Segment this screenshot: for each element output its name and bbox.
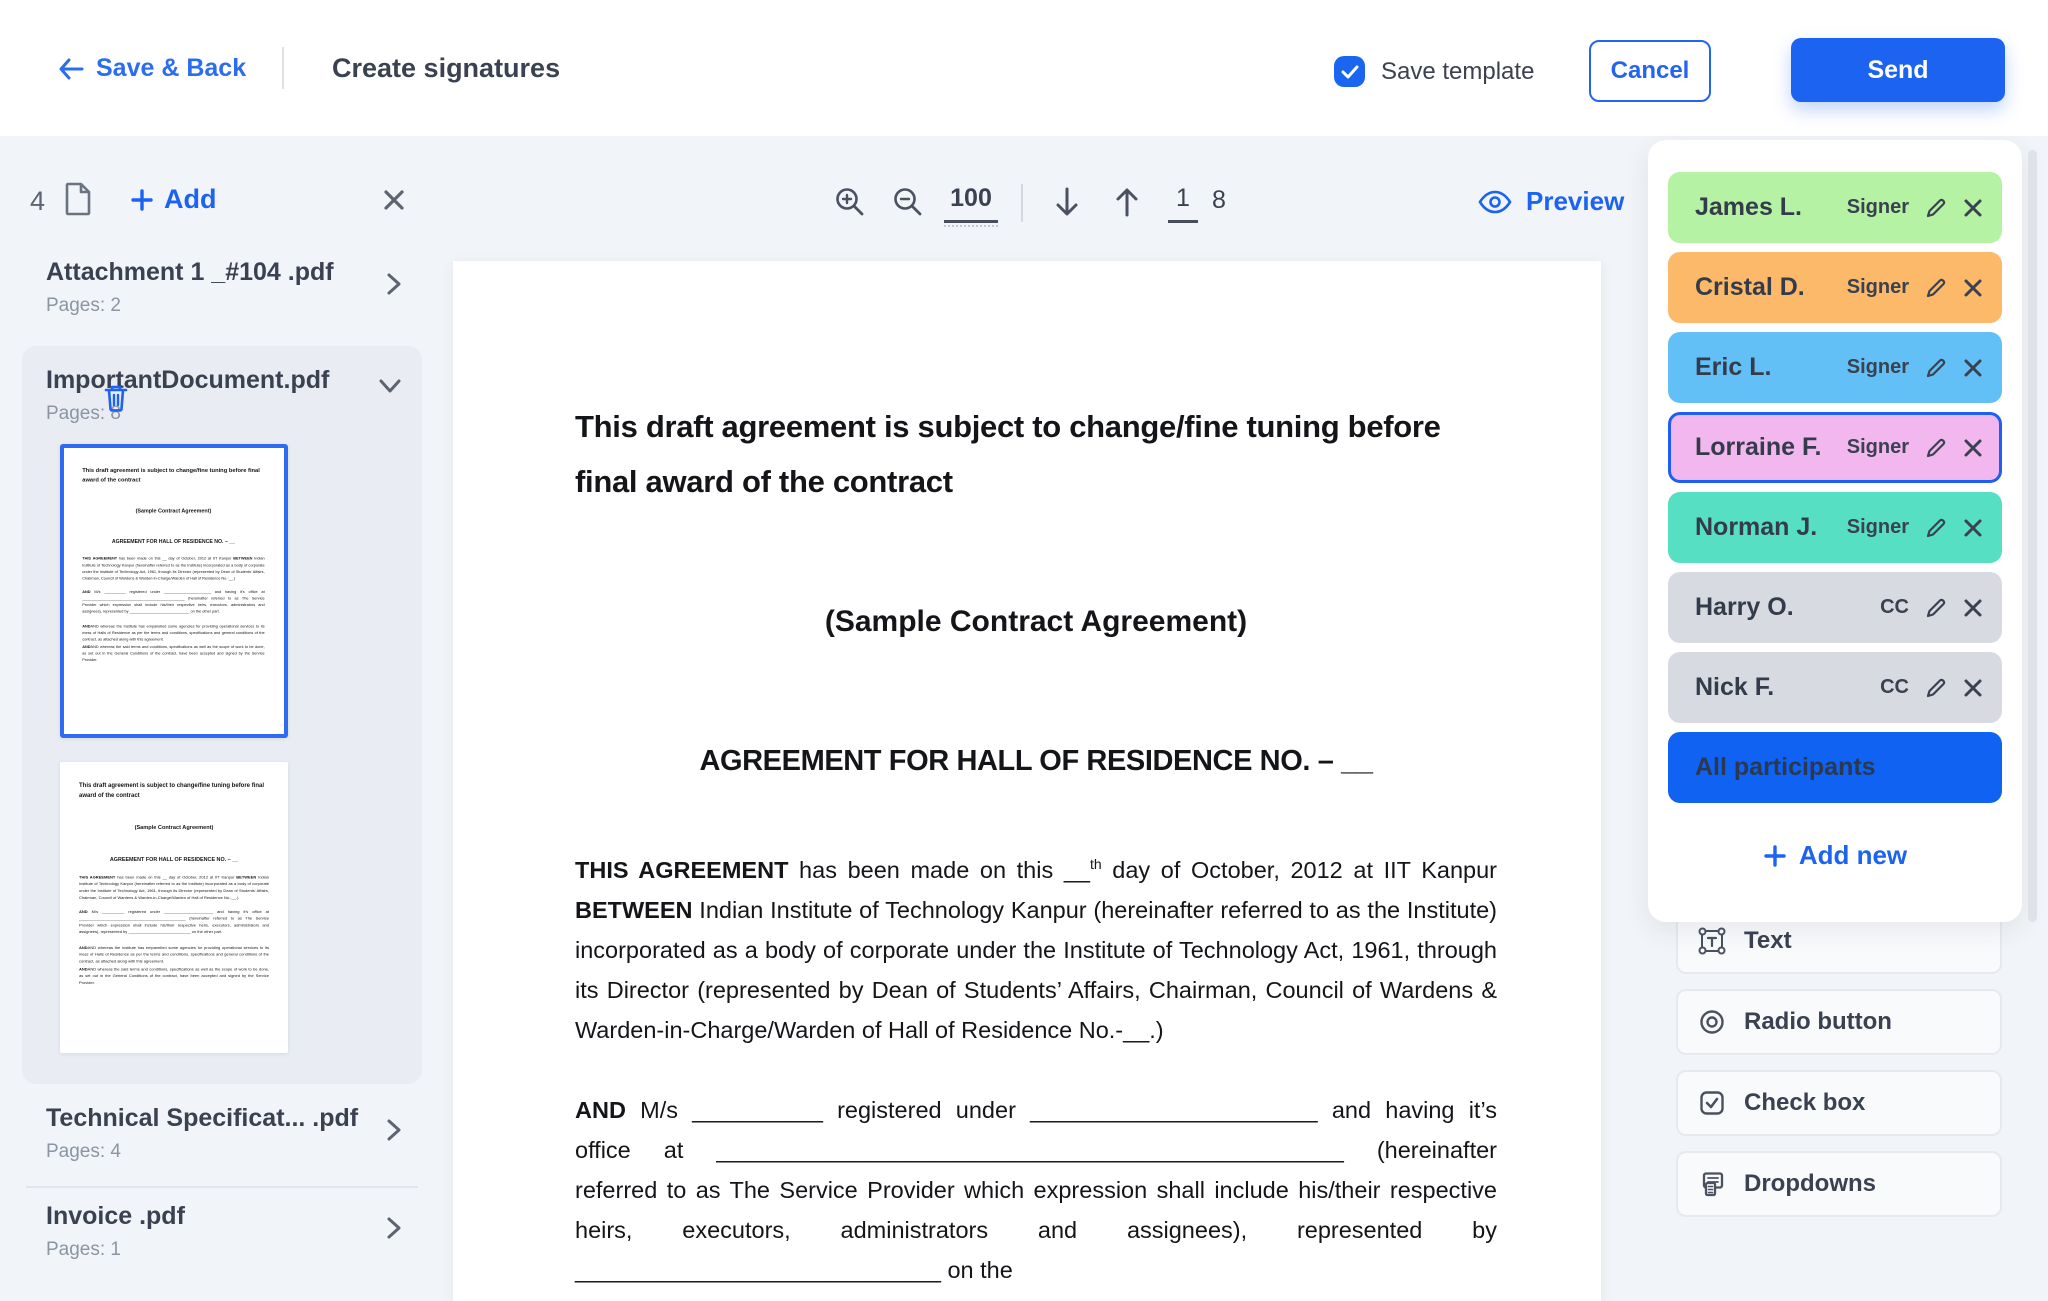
zoom-in-icon[interactable] <box>834 186 866 218</box>
edit-pencil-icon[interactable] <box>1924 436 1948 460</box>
all-participants-button[interactable]: All participants <box>1668 732 2002 803</box>
file-name: Invoice .pdf <box>46 1202 185 1230</box>
participant-chip-harry[interactable]: Harry O. CC <box>1668 572 2002 643</box>
remove-participant-icon[interactable] <box>1963 438 1983 458</box>
remove-participant-icon[interactable] <box>1963 518 1983 538</box>
participant-chip-nick[interactable]: Nick F. CC <box>1668 652 2002 723</box>
toolbar-divider <box>1021 184 1023 222</box>
document-page[interactable] <box>453 261 1601 1301</box>
header-divider <box>282 47 284 89</box>
page-down-icon[interactable] <box>1052 186 1082 218</box>
remove-participant-icon[interactable] <box>1963 278 1983 298</box>
field-button-checkbox[interactable]: Check box <box>1676 1070 2002 1136</box>
participant-chip-norman[interactable]: Norman J. Signer <box>1668 492 2002 563</box>
chevron-right-icon[interactable] <box>386 1118 402 1142</box>
chevron-down-icon[interactable] <box>378 378 402 394</box>
document-subtitle: (Sample Contract Agreement) <box>824 605 1248 638</box>
file-item-importantdocument[interactable] <box>22 346 422 1084</box>
radio-button-icon <box>1698 1008 1726 1036</box>
document-heading: AGREEMENT FOR HALL OF RESIDENCE NO. – __ <box>699 745 1373 777</box>
app-header <box>0 0 2048 136</box>
zoom-out-icon[interactable] <box>892 186 924 218</box>
edit-pencil-icon[interactable] <box>1924 276 1948 300</box>
field-button-dropdowns[interactable]: Dropdowns <box>1676 1151 2002 1217</box>
document-content <box>575 399 1497 1290</box>
thumbnail-content: This draft agreement is subject to change/fine tuning before final award of the contract (Sample Contract Agreement) AGREEMENT FOR HALL OF RESIDENCE NO. – __ THIS AGREEMENT has been made on this __ day of October, 2012 at IIT Kanpur BETWEEN Indian Institute of Technology Kanpur (hereinafter referred to as the Institute) incorporated as a body of corporate under the Institute of Technology Act, 1961, through its Director (represented by Dean of Students’ Affairs, Chairman, Council of Wardens & Warden-in-Charge/Warden of Hall of Residence No.-__.) AND M/s __________ registered under ______________________ and having it’s office at ________________________________________________ (hereinafter referred to as The Service Provider which expression shall include his/their respective heirs, executors, administrators and assignees), represented by ____________________________ on the other part. ANDAND whereas the Institute has empanelled some agencies for providing operational services to its mess of Halls of Residence as per the terms and conditions, specifications and general conditions of the contract, as attached along with this agreement. ANDAND whereas the said terms and conditions, specifications as well as the scope of work to be done, as set out in the General Conditions of the contract, have been accepted and signed by the Service Provider. <box>79 781 269 985</box>
text-field-icon <box>1698 927 1726 955</box>
thumbnail-content: This draft agreement is subject to change/fine tuning before final award of the contract (Sample Contract Agreement) AGREEMENT FOR HALL OF RESIDENCE NO. – __ THIS AGREEMENT has been made on this __ day of October, 2012 at IIT Kanpur BETWEEN Indian Institute of Technology Kanpur (hereinafter referred to as the Institute) incorporated as a body of corporate under the Institute of Technology Act, 1961, through its Director (represented by Dean of Students’ Affairs, Chairman, Council of Wardens & Warden-in-Charge/Warden of Hall of Residence No.-__.) AND M/s __________ registered under ______________________ and having it’s office at ________________________________________________ (hereinafter referred to as The Service Provider which expression shall include his/their respective heirs, executors, administrators and assignees), represented by ____________________________ on the other part. ANDAND whereas the Institute has empanelled some agencies for providing operational services to its mess of Halls of Residence as per the terms and conditions, specifications and general conditions of the contract, as attached along with this agreement. ANDAND whereas the said terms and conditions, specifications as well as the scope of work to be done, as set out in the General Conditions of the contract, have been accepted and signed by the Service Provider. <box>82 466 265 663</box>
zoom-level-input[interactable]: 100 <box>944 184 998 223</box>
page-thumbnail-1[interactable] <box>60 444 288 738</box>
dropdown-field-icon <box>1698 1170 1726 1198</box>
send-button[interactable]: Send <box>1791 38 2005 102</box>
edit-pencil-icon[interactable] <box>1924 676 1948 700</box>
participant-chip-lorraine-selected[interactable]: Lorraine F. Signer <box>1668 412 2002 483</box>
participants-panel <box>1648 140 2022 922</box>
remove-participant-icon[interactable] <box>1963 358 1983 378</box>
file-name: Technical Specificat... .pdf <box>46 1104 359 1132</box>
participant-chip-cristal[interactable]: Cristal D. Signer <box>1668 252 2002 323</box>
document-paragraph-1: THIS AGREEMENT has been made on this __$^{th}$ day of October, 2012 at IIT Kanpur BETWEEN Indian Institute of Technology Kanpur (hereinafter referred to as the Institute) incorporated as a body of corporate under the Institute of Technology Act, 1961, through its Director (represented by Dean of Students’ Affairs, Chairman, Council of Wardens & Warden-in-Charge/Warden of Hall of Residence No.-__.) <box>575 856 1497 1043</box>
chevron-right-icon[interactable] <box>386 272 402 296</box>
edit-pencil-icon[interactable] <box>1924 196 1948 220</box>
plus-icon <box>1763 844 1787 868</box>
file-pages: Pages: 8 <box>46 403 121 424</box>
document-count: 4 <box>30 186 46 216</box>
current-page-input[interactable]: 1 <box>1168 184 1198 223</box>
file-list-divider <box>26 1186 418 1188</box>
file-name: ImportantDocument.pdf <box>46 366 330 394</box>
remove-participant-icon[interactable] <box>1963 198 1983 218</box>
participant-chip-eric[interactable]: Eric L. Signer <box>1668 332 2002 403</box>
add-new-participant-button[interactable] <box>1648 840 2022 871</box>
check-icon <box>1341 65 1359 79</box>
preview-label: Preview <box>1526 186 1625 216</box>
add-new-label: Add new <box>1798 840 1908 870</box>
file-item-invoice[interactable] <box>46 1202 376 1261</box>
add-file-label: Add <box>164 184 217 214</box>
file-pages: Pages: 1 <box>46 1239 121 1260</box>
file-item-technical[interactable] <box>46 1104 376 1163</box>
total-pages: 8 <box>1212 186 1226 214</box>
edit-pencil-icon[interactable] <box>1924 596 1948 620</box>
page-up-icon[interactable] <box>1112 186 1142 218</box>
plus-icon <box>130 188 154 212</box>
document-paragraph-2: AND M/s __________ registered under ______________________ and having it’s office at ________________________________________________ (hereinafter referred to as The Service Provider which expression shall include his/their respective heirs, executors, administrators and assignees), represented by ____________________________ on the <box>575 1096 1497 1283</box>
file-name: Attachment 1 _#104 .pdf <box>46 258 334 286</box>
add-file-button[interactable] <box>130 184 216 215</box>
sidebar-close-icon[interactable] <box>382 188 406 212</box>
panel-scrollbar[interactable] <box>2028 150 2037 922</box>
chevron-right-icon[interactable] <box>386 1216 402 1240</box>
page-thumbnail-2[interactable] <box>60 762 288 1053</box>
save-and-back-label: Save & Back <box>96 54 247 82</box>
save-template-label: Save template <box>1381 57 1535 85</box>
remove-participant-icon[interactable] <box>1963 598 1983 618</box>
preview-button[interactable] <box>1478 186 1624 217</box>
sidebar-toolbar <box>30 182 430 222</box>
edit-pencil-icon[interactable] <box>1924 356 1948 380</box>
cancel-button[interactable]: Cancel <box>1589 40 1711 102</box>
document-title: This draft agreement is subject to change/fine tuning before final award of the contract <box>575 409 1441 499</box>
page-title: Create signatures <box>332 53 561 83</box>
save-template-checkbox[interactable] <box>1334 56 1365 87</box>
field-button-text[interactable]: Text <box>1676 908 2002 974</box>
eye-icon <box>1478 190 1512 214</box>
checkbox-field-icon <box>1698 1089 1726 1117</box>
field-button-radio[interactable]: Radio button <box>1676 989 2002 1055</box>
file-pages: Pages: 2 <box>46 295 121 316</box>
file-pages: Pages: 4 <box>46 1141 121 1162</box>
file-item-attachment[interactable] <box>46 258 376 317</box>
save-and-back-button[interactable] <box>58 54 246 83</box>
edit-pencil-icon[interactable] <box>1924 516 1948 540</box>
back-arrow-icon <box>58 58 84 80</box>
remove-participant-icon[interactable] <box>1963 678 1983 698</box>
document-icon <box>64 182 92 216</box>
participant-chip-james[interactable]: James L. Signer <box>1668 172 2002 243</box>
delete-file-icon[interactable] <box>104 384 128 412</box>
